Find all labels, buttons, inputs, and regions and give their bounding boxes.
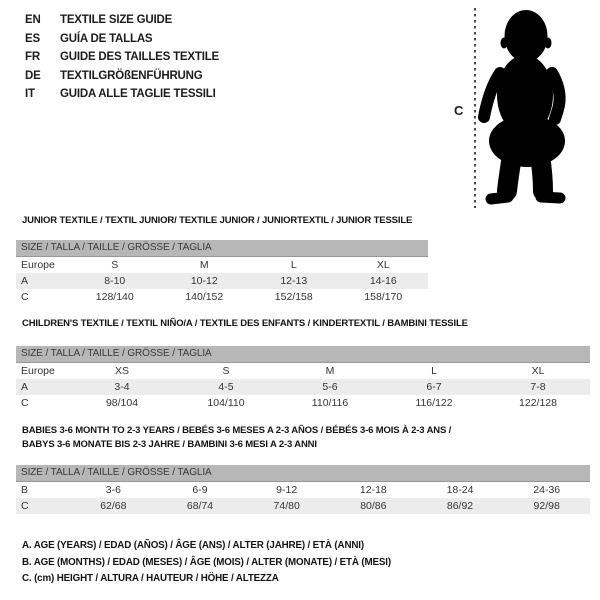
table-cell: 6-7 [426, 381, 442, 393]
table-cell: L [290, 259, 297, 271]
table-cell: XL [376, 259, 390, 271]
size-table-junior [16, 240, 428, 305]
section-heading-line: CHILDREN'S TEXTILE / TEXTIL NIÑO/A / TEXTILE DES ENFANTS / KINDERTEXTIL / BAMBINI TESSILE [22, 318, 468, 329]
table-cell: L [431, 365, 437, 377]
table-cell: 12-13 [280, 275, 308, 287]
row-label: Europe [21, 259, 55, 271]
table-cell: XS [114, 365, 129, 377]
table-cell: 152/158 [274, 291, 313, 303]
table-cell: 122/128 [519, 397, 557, 409]
table-cell: 14-16 [369, 275, 397, 287]
table-row [16, 363, 590, 379]
section-heading-babies [22, 424, 451, 451]
language-code: EN [25, 14, 41, 27]
language-row [25, 11, 219, 30]
table-cell: 62/68 [100, 500, 127, 512]
table-row [16, 482, 590, 498]
footnotes [22, 538, 391, 588]
height-label-c: C [454, 103, 464, 118]
table-row [16, 395, 590, 411]
table-cell: 116/122 [415, 397, 453, 409]
table-cell: 10-12 [190, 275, 218, 287]
table-cell: M [325, 365, 335, 377]
row-label: A [21, 381, 29, 393]
language-code: DE [25, 69, 41, 82]
table-cell: XL [531, 365, 545, 377]
table-cell: 5-6 [322, 381, 338, 393]
size-bar: SIZE / TALLA / TAILLE / GRÖSSE / TAGLIA [16, 240, 428, 257]
language-row [25, 48, 219, 67]
baby-figure [448, 0, 598, 215]
table-cell: 92/98 [533, 500, 560, 512]
table-cell: 68/74 [186, 500, 214, 512]
language-list [25, 11, 219, 104]
row-label: B [21, 484, 29, 496]
language-code: FR [25, 51, 40, 64]
table-row [16, 498, 590, 514]
section-heading-line: BABIES 3-6 MONTH TO 2-3 YEARS / BEBÉS 3-6 MESES A 2-3 AÑOS / BÉBÉS 3-6 MOIS À 2-3 ANS / [22, 425, 452, 436]
table-row [16, 273, 428, 289]
language-title: GUÍA DE TALLAS [60, 32, 153, 45]
size-bar: SIZE / TALLA / TAILLE / GRÖSSE / TAGLIA [16, 465, 590, 482]
table-cell: S [111, 259, 119, 271]
row-label: C [21, 291, 29, 303]
footnote-b: B. AGE (MONTHS) / EDAD (MESES) / ÂGE (MOIS) / ALTER (MONATE) / ETÀ (MESI) [22, 556, 391, 568]
footnote-c: C. (cm) HEIGHT / ALTURA / HAUTEUR / HÖHE / ALTEZZA [22, 573, 279, 584]
table-cell: 98/104 [105, 397, 139, 409]
language-title: TEXTILGRÖßENFÜHRUNG [60, 69, 203, 82]
table-cell: 80/86 [360, 500, 387, 512]
language-title: TEXTILE SIZE GUIDE [60, 14, 173, 27]
table-cell: M [199, 259, 209, 271]
section-heading-children [22, 317, 468, 331]
table-rows [16, 257, 428, 305]
table-row [16, 379, 590, 395]
table-rows [16, 482, 590, 514]
table-cell: 3-6 [105, 484, 121, 496]
size-table-children [16, 346, 590, 411]
footnote-a: A. AGE (YEARS) / EDAD (AÑOS) / ÂGE (ANS) / ALTER (JAHRE) / ETÀ (ANNI) [22, 540, 364, 551]
row-label: C [21, 397, 29, 409]
table-row [16, 257, 428, 273]
table-cell: 3-4 [114, 381, 130, 393]
table-rows [16, 363, 590, 411]
section-heading-line: BABYS 3-6 MONATE BIS 2-3 JAHRE / BAMBINI 3-6 MESI A 2-3 ANNI [22, 438, 317, 450]
table-cell: 110/116 [311, 397, 349, 409]
language-title: GUIDE DES TAILLES TEXTILE [60, 51, 219, 64]
language-row [25, 30, 219, 49]
table-cell: 128/140 [95, 291, 134, 303]
row-label: Europe [21, 365, 55, 377]
row-label: C [21, 500, 29, 512]
section-heading-junior [22, 214, 412, 228]
language-code: IT [25, 88, 35, 101]
language-code: ES [25, 32, 40, 45]
baby-silhouette-icon [478, 3, 578, 208]
table-cell: 86/92 [446, 500, 474, 512]
table-cell: 6-9 [192, 484, 208, 496]
table-cell: 12-18 [359, 484, 387, 496]
language-row [25, 85, 219, 104]
table-cell: 4-5 [218, 381, 234, 393]
table-cell: 18-24 [446, 484, 474, 496]
language-row [25, 67, 219, 86]
height-dimension-line [474, 8, 476, 208]
table-cell: 24-36 [533, 484, 561, 496]
table-cell: 9-12 [276, 484, 298, 496]
row-label: A [21, 275, 29, 287]
table-cell: 104/110 [207, 397, 245, 409]
size-table-babies [16, 465, 590, 514]
table-cell: 158/170 [364, 291, 403, 303]
language-title: GUIDA ALLE TAGLIE TESSILI [60, 88, 216, 101]
size-bar: SIZE / TALLA / TAILLE / GRÖSSE / TAGLIA [16, 346, 590, 363]
table-cell: S [222, 365, 230, 377]
table-cell: 74/80 [273, 500, 300, 512]
table-row [16, 289, 428, 305]
table-cell: 7-8 [530, 381, 546, 393]
table-cell: 8-10 [104, 275, 126, 287]
table-cell: 140/152 [185, 291, 224, 303]
section-heading-line: JUNIOR TEXTILE / TEXTIL JUNIOR/ TEXTILE JUNIOR / JUNIORTEXTIL / JUNIOR TESSILE [22, 215, 413, 226]
